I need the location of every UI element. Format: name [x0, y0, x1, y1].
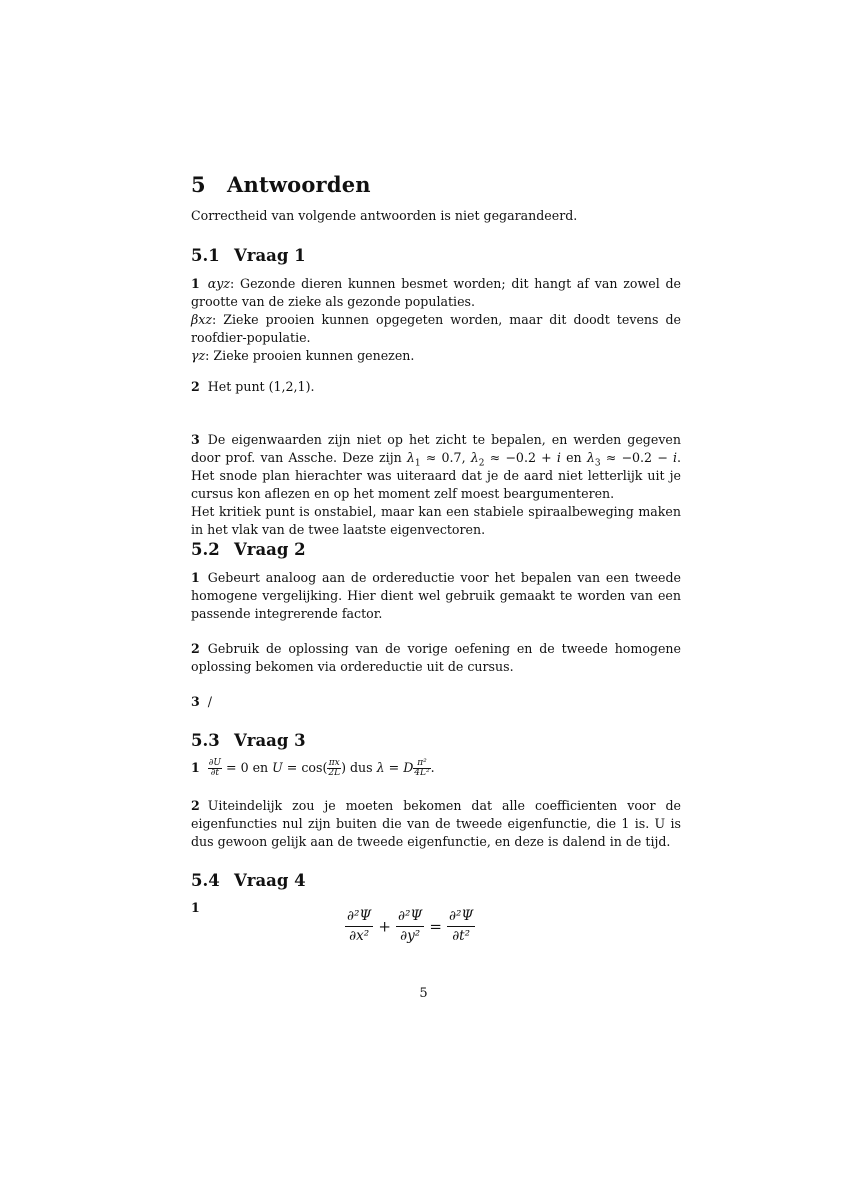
fraction-numerator: ∂²Ψ: [345, 907, 373, 927]
answer-text: /: [207, 694, 213, 709]
math-subscript: 3: [594, 458, 601, 469]
subsection-title: Vraag 1: [234, 246, 306, 265]
subsection-number: 5.2: [191, 540, 220, 559]
math-lambda: λ: [586, 450, 595, 465]
subsection-heading-5-1: [191, 246, 306, 265]
subsection-heading-5-3: [191, 731, 306, 750]
answer-3-1: [191, 759, 681, 778]
answer-text: = cos(: [282, 760, 328, 775]
answer-text: = 0 en: [222, 760, 273, 775]
answer-number: 2: [191, 641, 200, 656]
subsection-title: Vraag 3: [234, 731, 306, 750]
answer-number: 2: [191, 379, 200, 394]
fraction-numerator: πx: [328, 758, 340, 768]
fraction-denominator: ∂t: [210, 768, 220, 778]
answer-number: 1: [191, 900, 200, 915]
answer-2-1: [191, 569, 681, 623]
answer-text: Uiteindelijk zou je moeten bekomen dat alle coefficienten voor de eigenfuncties nul zijn buiten die van de tweede eigenfunctie, die 1 is. U is dus gewoon gelijk aan de tweede eigenfunctie, en deze is dalend in de tijd.: [191, 798, 681, 849]
page-number: 5: [419, 986, 428, 1001]
math-symbol: U: [272, 760, 283, 775]
answer-number: 1: [191, 276, 200, 291]
answer-2-3: [191, 693, 681, 711]
fraction-denominator: 2L: [328, 768, 341, 778]
math-value: ≈ −0.2 +: [484, 450, 557, 465]
math-symbol: D: [403, 760, 414, 775]
answer-1-3: [191, 431, 681, 539]
partial-derivative-fraction: [208, 759, 222, 778]
section-number: 5: [191, 172, 206, 197]
answer-2-2: [191, 640, 681, 676]
answer-text: .: [430, 760, 435, 775]
plus-sign: +: [378, 917, 391, 936]
answer-text: De eigenwaarden zijn niet op het zicht te bepalen, en werden gegeven door prof. van Assche. Deze zijn: [191, 432, 681, 465]
math-symbol: αyz: [207, 276, 231, 291]
answer-text: ) dus: [341, 760, 377, 775]
equation-term: [396, 907, 424, 946]
equation-term: [447, 907, 475, 946]
answer-text: : Zieke prooien kunnen opgegeten worden, maar dit doodt tevens de roofdier-populatie.: [191, 312, 681, 345]
fraction-numerator: ∂U: [208, 758, 222, 768]
math-lambda: λ: [376, 760, 385, 775]
subsection-number: 5.4: [191, 871, 220, 890]
answer-text: Gebruik de oplossing van de vorige oefening en de tweede homogene oplossing bekomen via ordereductie uit de cursus.: [191, 641, 681, 674]
cos-argument-fraction: [327, 759, 341, 778]
fraction-denominator: ∂t²: [452, 928, 471, 944]
answer-3-2: [191, 797, 681, 851]
answer-text: : Gezonde dieren kunnen besmet worden; dit hangt af van zowel de grootte van de zieke als gezonde populaties.: [191, 276, 681, 309]
fraction-numerator: ∂²Ψ: [447, 907, 475, 927]
answer-text: =: [384, 760, 404, 775]
math-lambda: λ: [406, 450, 415, 465]
math-subscript: 2: [478, 458, 485, 469]
answer-number: 1: [191, 760, 200, 775]
fraction-numerator: π²: [413, 759, 430, 769]
section-title: Antwoorden: [227, 172, 371, 197]
math-symbol: γz: [191, 348, 206, 363]
fraction-numerator: ∂²Ψ: [396, 907, 424, 927]
answer-1-2: [191, 378, 681, 396]
math-imaginary: i: [672, 450, 677, 465]
math-value: ≈ −0.2 −: [600, 450, 673, 465]
subsection-heading-5-4: [191, 871, 306, 890]
answer-number: 2: [191, 798, 200, 813]
math-subscript: 1: [414, 458, 421, 469]
lambda-fraction: [413, 759, 430, 778]
subsection-number: 5.1: [191, 246, 220, 265]
intro-paragraph: Correctheid van volgende antwoorden is niet gegarandeerd.: [191, 208, 578, 223]
subsection-title: Vraag 4: [234, 871, 306, 890]
answer-number: 3: [191, 432, 200, 447]
answer-1-1: [191, 275, 681, 365]
math-lambda: λ: [470, 450, 479, 465]
math-imaginary: i: [556, 450, 561, 465]
answer-text: . Het snode plan hierachter was uiteraard dat je de aard niet letterlijk uit je cursus kon aflezen en op het moment zelf moest beargumenteren.: [191, 450, 682, 501]
subsection-heading-5-2: [191, 540, 306, 559]
math-value: ≈ 0.7,: [420, 450, 471, 465]
answer-text: Het punt (1,2,1).: [207, 379, 315, 394]
wave-equation: [345, 907, 475, 946]
fraction-denominator: ∂x²: [349, 928, 370, 944]
math-symbol: βxz: [191, 312, 213, 327]
answer-text: Gebeurt analoog aan de ordereductie voor het bepalen van een tweede homogene vergelijking. Hier dient wel gebruik gemaakt te worden van een passende integrerende factor.: [191, 570, 681, 621]
section-heading: [191, 172, 371, 197]
equals-sign: =: [429, 917, 442, 936]
answer-text: : Zieke prooien kunnen genezen.: [205, 348, 415, 363]
answer-text: en: [560, 450, 587, 465]
subsection-title: Vraag 2: [234, 540, 306, 559]
equation-term: [345, 907, 373, 946]
subsection-number: 5.3: [191, 731, 220, 750]
answer-number: 1: [191, 570, 200, 585]
fraction-denominator: ∂y²: [400, 928, 421, 944]
answer-text: Het kritiek punt is onstabiel, maar kan een stabiele spiraalbeweging maken in het vlak van de twee laatste eigenvectoren.: [191, 504, 681, 537]
fraction-denominator: 4L²: [414, 768, 430, 778]
answer-number: 3: [191, 694, 200, 709]
